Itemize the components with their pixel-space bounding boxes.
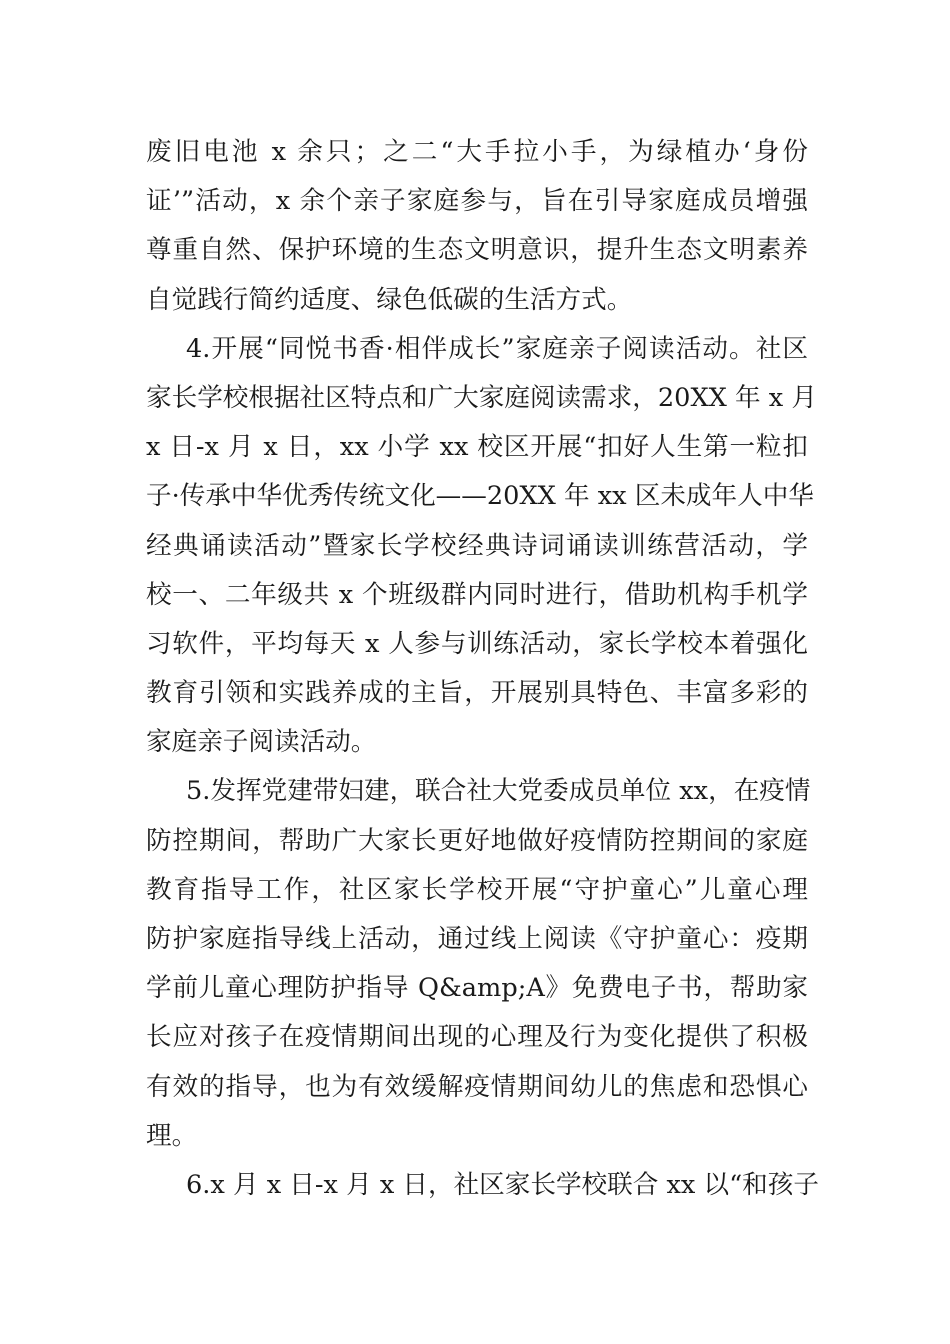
text-line: 习软件，平均每天 x 人参与训练活动，家长学校本着强化 — [146, 628, 808, 659]
text-line: 子·传承中华优秀传统文化——20XX 年 xx 区未成年人中华 — [146, 481, 814, 512]
text-line: x 日-x 月 x 日，xx 小学 xx 校区开展“扣好人生第一粒扣 — [146, 432, 808, 463]
text-line: 6.x 月 x 日-x 月 x 日，社区家长学校联合 xx 以“和孩子 — [186, 1169, 819, 1200]
text-line: 家长学校根据社区特点和广大家庭阅读需求，20XX 年 x 月 — [146, 382, 817, 413]
text-line: 理。 — [146, 1120, 198, 1151]
text-line: 废旧电池 x 余只；之二“大手拉小手，为绿植办‘身份 — [146, 137, 808, 167]
text-line: 学前儿童心理防护指导 Q&amp;A》免费电子书，帮助家 — [146, 973, 808, 1004]
text-line: 教育引领和实践养成的主旨，开展别具特色、丰富多彩的 — [146, 678, 808, 709]
text-line: 校一、二年级共 x 个班级群内同时进行，借助机构手机学 — [146, 579, 808, 610]
text-line: 家庭亲子阅读活动。 — [146, 727, 377, 758]
text-line: 4.开展“同悦书香·相伴成长”家庭亲子阅读活动。社区 — [186, 333, 808, 364]
text-line: 证’”活动，x 余个亲子家庭参与，旨在引导家庭成员增强 — [146, 186, 808, 217]
document-body — [146, 128, 819, 1210]
text-line: 防护家庭指导线上活动，通过线上阅读《守护童心：疫期 — [146, 924, 808, 954]
text-line: 5.发挥党建带妇建，联合社大党委成员单位 xx，在疫情 — [186, 776, 811, 807]
text-line: 长应对孩子在疫情期间出现的心理及行为变化提供了积极 — [146, 1022, 808, 1053]
text-line: 教育指导工作，社区家长学校开展“守护童心”儿童心理 — [146, 874, 808, 905]
text-line: 尊重自然、保护环境的生态文明意识，提升生态文明素养 — [146, 235, 808, 266]
text-line: 自觉践行简约适度、绿色低碳的生活方式。 — [146, 284, 633, 315]
text-line: 有效的指导，也为有效缓解疫情期间幼儿的焦虑和恐惧心 — [146, 1071, 808, 1102]
text-line: 防控期间，帮助广大家长更好地做好疫情防控期间的家庭 — [146, 825, 808, 856]
text-line: 经典诵读活动”暨家长学校经典诗词诵读训练营活动，学 — [146, 530, 808, 561]
